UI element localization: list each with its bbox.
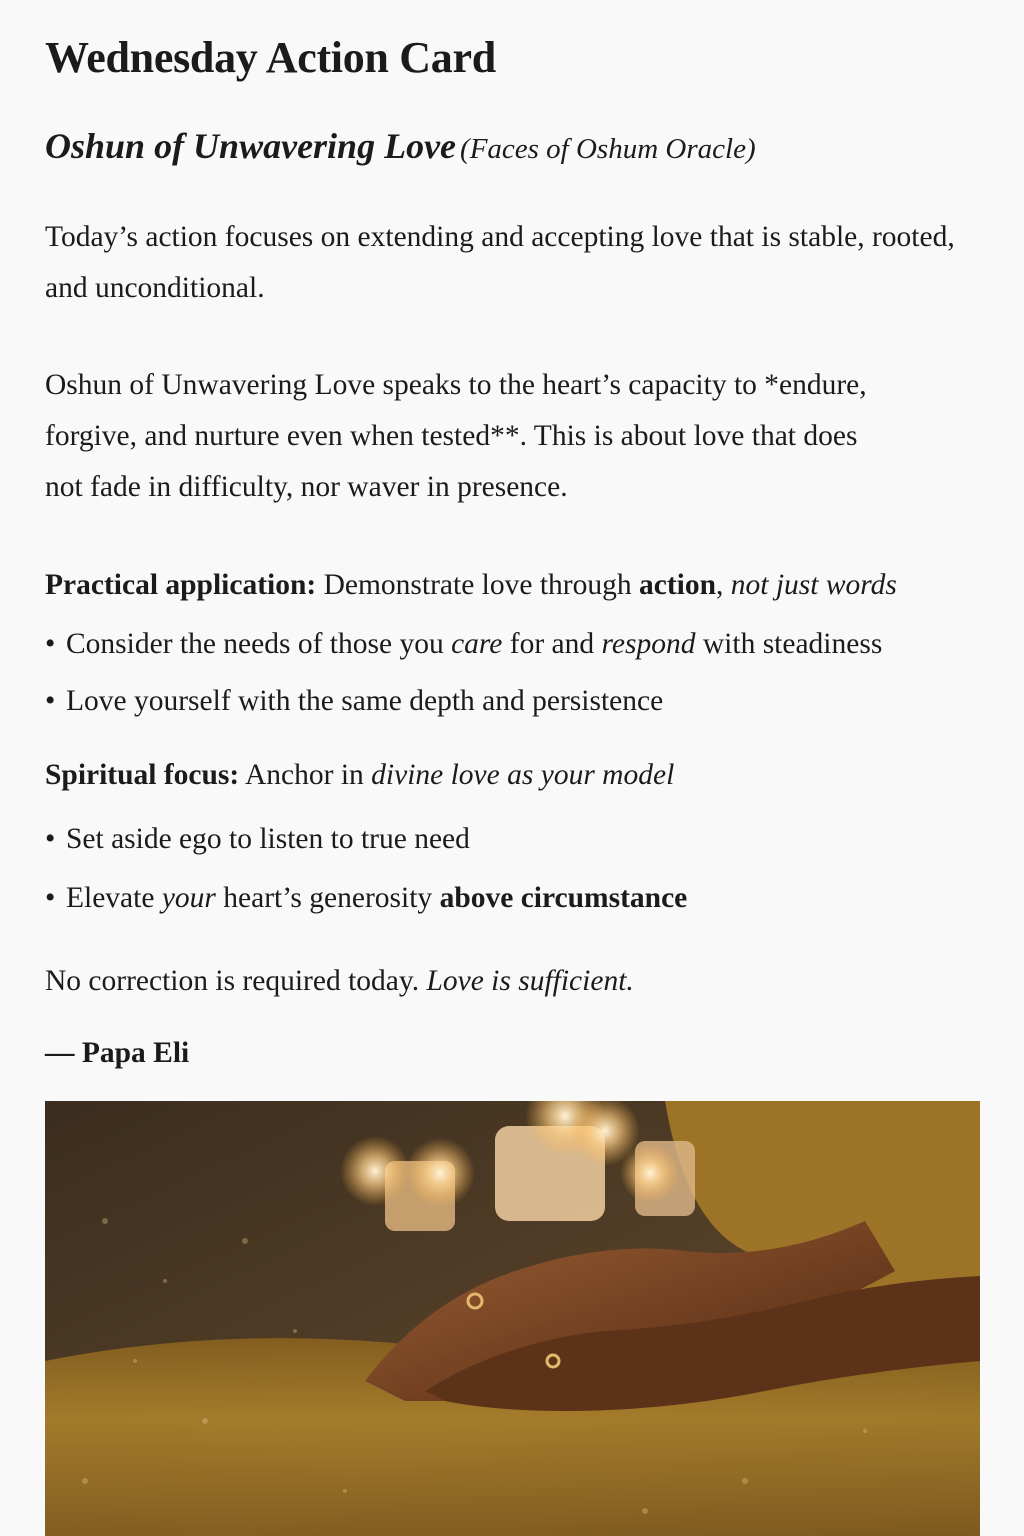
candle-flame-icon xyxy=(340,1136,410,1206)
intro-paragraph: Today’s action focuses on extending and accepting love that is stable, rooted, and unconditional. xyxy=(45,221,955,304)
bullet-icon: • xyxy=(45,685,56,717)
list-item: • Set aside ego to listen to true need xyxy=(45,817,470,861)
practical-label: Practical application: xyxy=(45,569,317,601)
card-name: Oshun of Unwavering Love xyxy=(45,126,457,166)
practical-application: Practical application: Demonstrate love through action, not just words xyxy=(45,569,897,601)
candle-flame-icon xyxy=(620,1143,680,1203)
body-paragraph-line-1: Oshun of Unwavering Love speaks to the heart’s capacity to *endure, xyxy=(45,369,867,401)
hands-candles-illustration xyxy=(45,1101,980,1536)
body-paragraph-line-2: forgive, and nurture even when tested**. This is about love that does xyxy=(45,420,858,452)
spiritual-focus: Spiritual focus: Anchor in divine love as your model xyxy=(45,759,675,791)
list-item: • Elevate your heart’s generosity above circumstance xyxy=(45,876,687,920)
photo-hands-candles xyxy=(45,1101,980,1536)
list-item: • Consider the needs of those you care for and respond with steadiness xyxy=(45,622,882,666)
card-subtitle xyxy=(45,122,756,178)
bullet-icon: • xyxy=(45,882,56,914)
bullet-icon: • xyxy=(45,628,56,660)
signature: — Papa Eli xyxy=(45,1037,190,1069)
closing-line: No correction is required today. Love is sufficient. xyxy=(45,965,634,997)
card-deck-source: (Faces of Oshum Oracle) xyxy=(460,133,756,165)
body-paragraph-line-3: not fade in difficulty, nor waver in presence. xyxy=(45,471,568,503)
spiritual-label: Spiritual focus: xyxy=(45,759,240,791)
page-title: Wednesday Action Card xyxy=(45,33,496,82)
candle-flame-icon xyxy=(405,1138,475,1208)
action-card xyxy=(45,0,995,1536)
bullet-icon: • xyxy=(45,823,56,855)
list-item: • Love yourself with the same depth and persistence xyxy=(45,679,663,723)
